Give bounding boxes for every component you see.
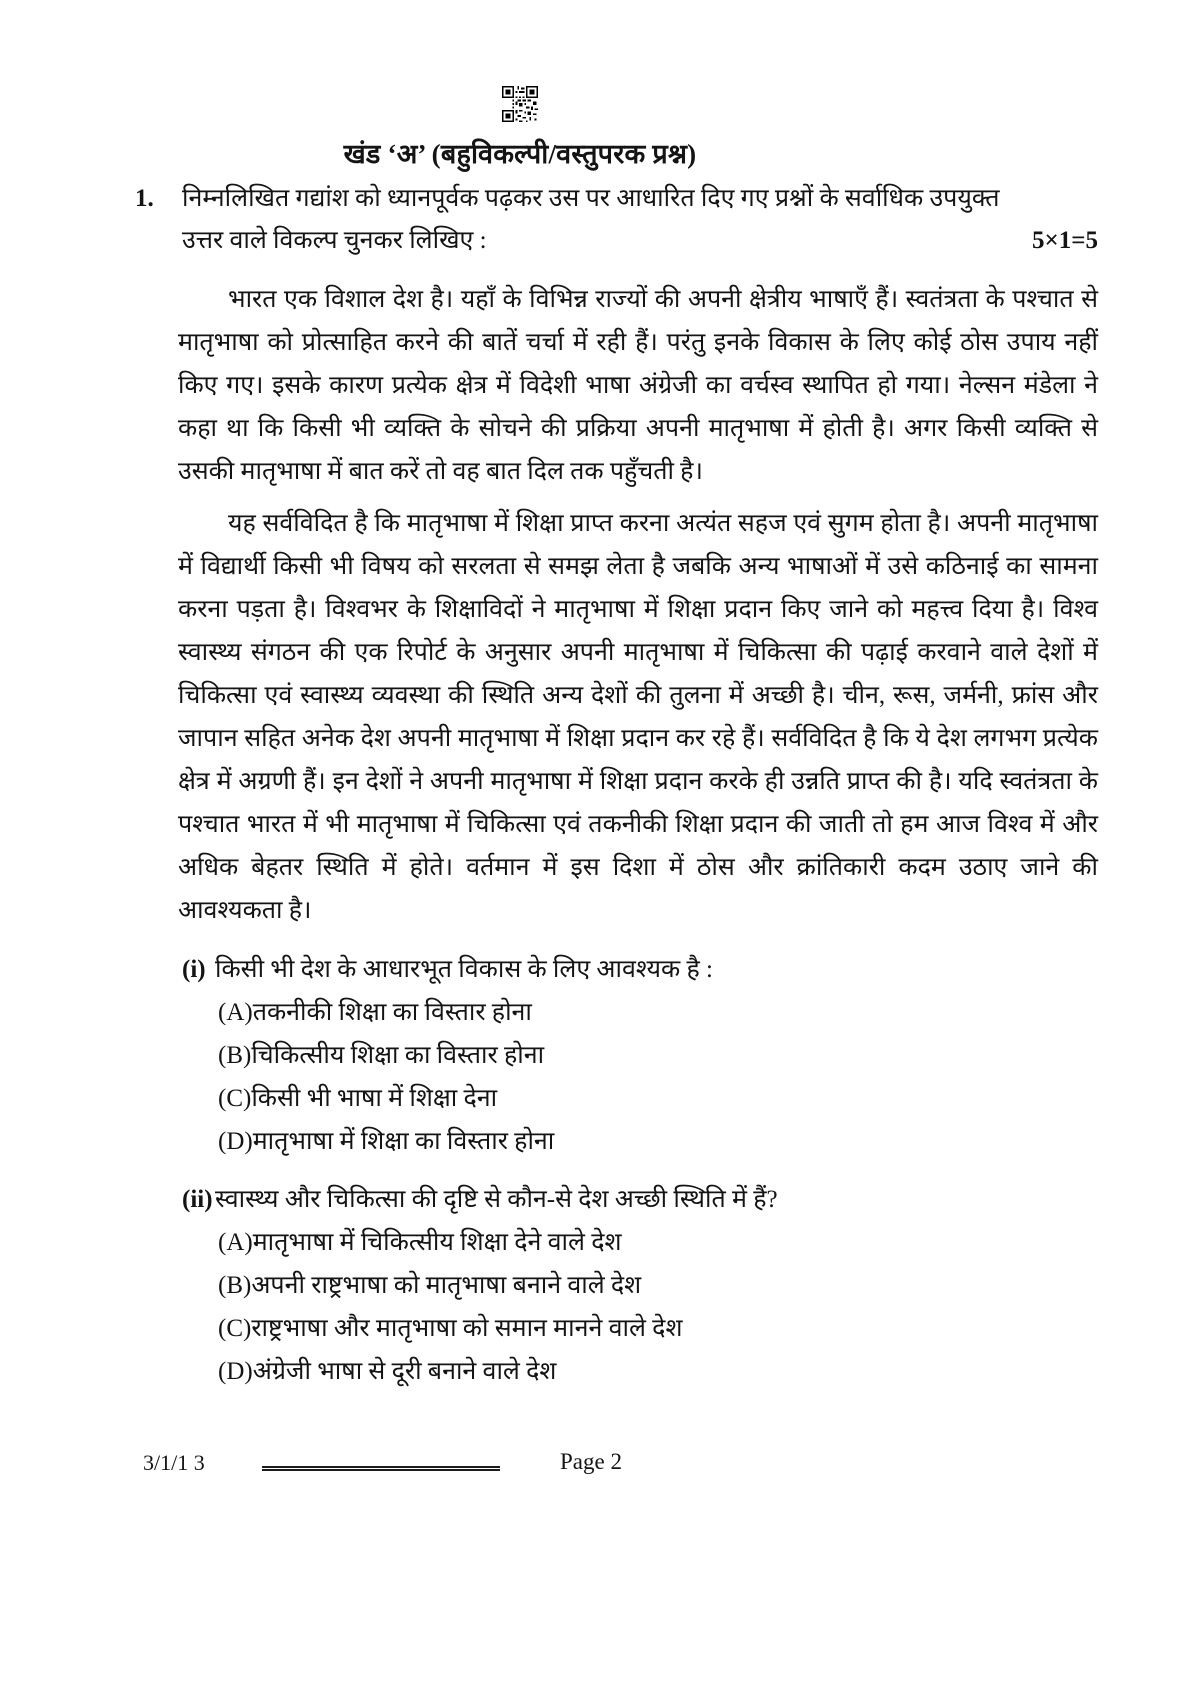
sub-question-ii (135, 1178, 1098, 1393)
option-row (218, 1120, 1098, 1163)
option-label: (A) (218, 999, 253, 1026)
reading-passage (135, 278, 1098, 932)
qr-code-icon (502, 86, 538, 122)
sub-question-text: किसी भी देश के आधारभूत विकास के लिए आवश्यक है : (215, 956, 713, 983)
option-label: (A) (218, 1229, 253, 1256)
option-label: (C) (218, 1315, 252, 1342)
option-text: चिकित्सीय शिक्षा का विस्तार होना (251, 1042, 545, 1069)
option-text: किसी भी भाषा में शिक्षा देना (251, 1085, 498, 1112)
question-1-block (135, 178, 1098, 1393)
question-number: 1. (135, 185, 154, 212)
option-label: (C) (218, 1085, 252, 1112)
option-text: मातृभाषा में शिक्षा का विस्तार होना (252, 1128, 555, 1155)
option-row (218, 1077, 1098, 1120)
footer-rule (262, 1466, 500, 1471)
option-label: (D) (218, 1358, 253, 1385)
sub-question-label: (i) (182, 956, 206, 983)
sub-question-text: स्वास्थ्य और चिकित्सा की दृष्टि से कौन-से देश अच्छी स्थिति में हैं? (215, 1186, 778, 1213)
footer-page-number: Page 2 (560, 1449, 622, 1474)
footer-paper-code: 3/1/1 3 (143, 1450, 205, 1475)
option-row (218, 1034, 1098, 1077)
sub-question-line (182, 1178, 1098, 1221)
page-header (0, 86, 1040, 171)
question-1-header (135, 178, 1098, 262)
option-row (218, 1264, 1098, 1307)
sub-question-line (182, 948, 1098, 991)
option-row (218, 1307, 1098, 1350)
option-label: (B) (218, 1272, 252, 1299)
option-text: मातृभाषा में चिकित्सीय शिक्षा देने वाले देश (252, 1229, 622, 1256)
question-instruction: निम्नलिखित गद्यांश को ध्यानपूर्वक पढ़कर उस पर आधारित दिए गए प्रश्नों के सर्वाधिक उपयुक्त उत्तर वाले विकल्प चुनकर लिखिए : (182, 185, 1000, 254)
option-row (218, 1221, 1098, 1264)
option-text: अंग्रेजी भाषा से दूरी बनाने वाले देश (252, 1358, 557, 1385)
option-text: अपनी राष्ट्रभाषा को मातृभाषा बनाने वाले देश (251, 1272, 642, 1299)
sub-question-i (135, 948, 1098, 1163)
marks-badge: 5×1=5 (1032, 227, 1098, 254)
option-row (218, 1350, 1098, 1393)
passage-paragraph: भारत एक विशाल देश है। यहाँ के विभिन्न राज्यों की अपनी क्षेत्रीय भाषाएँ हैं। स्वतंत्रता के पश्चात से मातृभाषा को प्रोत्साहित करने की बातें चर्चा में रही हैं। परंतु इनके विकास के लिए कोई ठोस उपाय नहीं किए गए। इसके कारण प्रत्येक क्षेत्र में विदेशी भाषा अंग्रेजी का वर्चस्व स्थापित हो गया। नेल्सन मंडेला ने कहा था कि किसी भी व्यक्ति के सोचने की प्रक्रिया अपनी मातृभाषा में होती है। अगर किसी व्यक्ति से उसकी मातृभाषा में बात करें तो वह बात दिल तक पहुँचती है। (178, 286, 1098, 485)
sub-question-label: (ii) (182, 1186, 213, 1213)
option-text: तकनीकी शिक्षा का विस्तार होना (252, 999, 532, 1026)
option-label: (B) (218, 1042, 252, 1069)
option-row (218, 991, 1098, 1034)
passage-paragraph: यह सर्वविदित है कि मातृभाषा में शिक्षा प्राप्त करना अत्यंत सहज एवं सुगम होता है। अपनी मातृभाषा में विद्यार्थी किसी भी विषय को सरलता से समझ लेता है जबकि अन्य भाषाओं में उसे कठिनाई का सामना करना पड़ता है। विश्वभर के शिक्षाविदों ने मातृभाषा में शिक्षा प्रदान किए जाने को महत्त्व दिया है। विश्व स्वास्थ्य संगठन की एक रिपोर्ट के अनुसार अपनी मातृभाषा में चिकित्सा की पढ़ाई करवाने वाले देशों में चिकित्सा एवं स्वास्थ्य व्यवस्था की स्थिति अन्य देशों की तुलना में अच्छी है। चीन, रूस, जर्मनी, फ्रांस और जापान सहित अनेक देश अपनी मातृभाषा में शिक्षा प्रदान कर रहे हैं। सर्वविदित है कि ये देश लगभग प्रत्येक क्षेत्र में अग्रणी हैं। इन देशों ने अपनी मातृभाषा में शिक्षा प्रदान करके ही उन्नति प्राप्त की है। यदि स्वतंत्रता के पश्चात भारत में भी मातृभाषा में चिकित्सा एवं तकनीकी शिक्षा प्रदान की जाती तो हम आज विश्व में और अधिक बेहतर स्थिति में होते। वर्तमान में इस दिशा में ठोस और क्रांतिकारी कदम उठाए जाने की आवश्यकता है। (178, 510, 1098, 924)
option-text: राष्ट्रभाषा और मातृभाषा को समान मानने वाले देश (251, 1315, 683, 1342)
section-title: खंड ‘अ’ (बहुविकल्पी/वस्तुपरक प्रश्न) (343, 139, 697, 169)
option-label: (D) (218, 1128, 253, 1155)
